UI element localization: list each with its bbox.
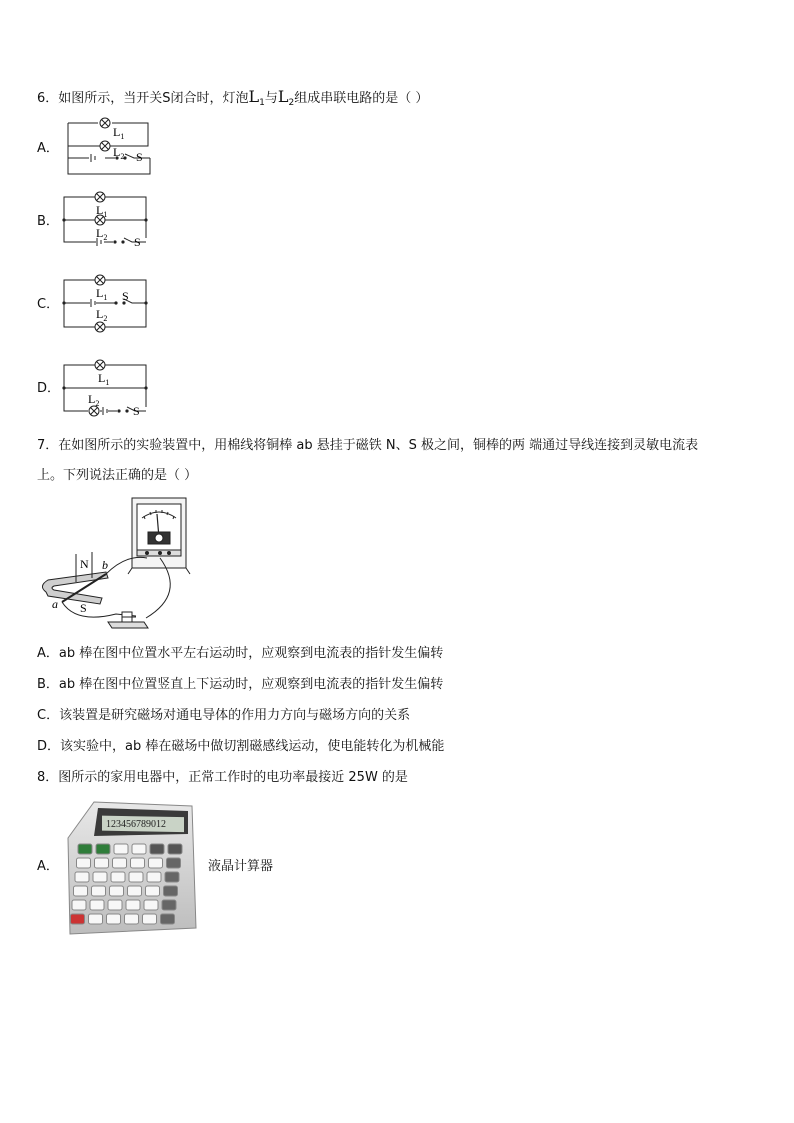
circuit-diagram-c: [60, 272, 160, 336]
calculator-key: [128, 886, 142, 896]
switch-contact: [113, 240, 116, 243]
lamp-icon: [95, 275, 105, 285]
switch-contact: [121, 240, 124, 243]
calculator-icon: [64, 798, 198, 938]
calculator-key: [110, 886, 124, 896]
calculator-key: [165, 872, 179, 882]
calculator-key: [144, 900, 158, 910]
calculator-key: [126, 900, 140, 910]
switch-contact: [125, 409, 128, 412]
q7-option-d: D．该实验中，ab 棒在磁场中做切割磁感线运动，使电能转化为机械能: [37, 739, 445, 754]
magnet-s-label: S: [80, 601, 87, 615]
circuit-diagram-d: [60, 356, 160, 420]
calculator-key: [74, 886, 88, 896]
lamp-l1-label: $L_1$: [96, 286, 108, 302]
switch-contact: [114, 301, 117, 304]
q6-l2-letter: L: [277, 87, 289, 106]
calculator-key: [149, 858, 163, 868]
calculator-key: [93, 872, 107, 882]
question-8-stem: 8．图所示的家用电器中，正常工作时的电功率最接近 25W 的是: [37, 770, 408, 785]
calculator-key: [129, 872, 143, 882]
calculator-key: [114, 844, 128, 854]
lamp-l2-label: $L_2$: [88, 392, 100, 408]
calculator-key: [150, 844, 164, 854]
calculator-key: [77, 858, 91, 868]
q6-option-b-label: B．: [37, 214, 59, 229]
calculator-key: [90, 900, 104, 910]
q6-mid: 与: [264, 91, 278, 106]
lamp-icon: [95, 360, 105, 370]
q8-option-a-caption: 液晶计算器: [208, 859, 274, 874]
calculator-key: [125, 914, 139, 924]
lamp-icon: [95, 322, 105, 332]
question-7-line1: 7．在如图所示的实验装置中，用棉线将铜棒 ab 悬挂于磁铁 N、S 极之间，铜棒的两 端通过导线连接到灵敏电流表: [37, 438, 699, 453]
calculator-key: [167, 858, 181, 868]
calculator-key: [89, 914, 103, 924]
q6-suffix: 组成串联电路的是（ ）: [294, 91, 429, 106]
switch-s-label: S: [134, 235, 141, 249]
q6-l2-sub: 2: [288, 98, 295, 108]
calculator-key: [78, 844, 92, 854]
calculator-key: [164, 886, 178, 896]
q8-option-a-label: A．: [37, 859, 59, 874]
calculator-key: [132, 844, 146, 854]
calculator-key: [162, 900, 176, 910]
calculator-key: [75, 872, 89, 882]
q7-option-c: C．该装置是研究磁场对通电导体的作用力方向与磁场方向的关系: [37, 708, 411, 723]
q7-option-b: B．ab 棒在图中位置竖直上下运动时，应观察到电流表的指针发生偏转: [37, 677, 444, 692]
calculator-key: [107, 914, 121, 924]
question-6-stem: [37, 88, 428, 112]
galvanometer-icon: [128, 498, 190, 574]
lamp-l1-label: $L_1$: [113, 125, 125, 141]
lamp-l2-label: $L_2$: [113, 145, 125, 161]
calculator-key: [146, 886, 160, 896]
lamp-icon: [100, 118, 110, 128]
lamp-l1-label: $L_1$: [96, 203, 108, 219]
calculator-key: [113, 858, 127, 868]
switch-s-label: S: [136, 150, 143, 164]
lamp-l1-label: $L_1$: [98, 371, 110, 387]
calculator-key: [111, 872, 125, 882]
calculator-key: [92, 886, 106, 896]
calculator-key: [95, 858, 109, 868]
electromagnetic-induction-apparatus: [36, 494, 196, 634]
q6-l1-letter: L: [248, 87, 260, 106]
q6-option-c-label: C．: [37, 297, 60, 312]
q7-option-a: A．ab 棒在图中位置水平左右运动时，应观察到电流表的指针发生偏转: [37, 646, 444, 661]
lamp-icon: [100, 141, 110, 151]
circuit-diagram-b: [60, 188, 160, 250]
q6-option-a-label: A．: [37, 141, 59, 156]
calculator-display: 123456789012: [106, 819, 166, 830]
calculator-key: [108, 900, 122, 910]
calculator-key: [72, 900, 86, 910]
calculator-key: [161, 914, 175, 924]
lamp-l2-label: $L_2$: [96, 226, 108, 242]
q6-l1-sub: 1: [259, 98, 265, 108]
rod-end-a-label: a: [52, 597, 58, 611]
q6-option-d-label: D．: [37, 381, 61, 396]
circuit-diagram-a: [60, 114, 160, 178]
calculator-key: [147, 872, 161, 882]
calculator-key: [131, 858, 145, 868]
question-7-line2: 上。下列说法正确的是（ ）: [37, 468, 198, 483]
magnet-n-label: N: [80, 557, 89, 571]
lamp-l2-label: $L_2$: [96, 307, 108, 323]
switch-contact: [117, 409, 120, 412]
calculator-key: [71, 914, 85, 924]
calculator-key: [96, 844, 110, 854]
switch-s-label: S: [122, 289, 129, 303]
q6-prefix: 6．如图所示，当开关S闭合时，灯泡: [37, 91, 249, 106]
calculator-key: [168, 844, 182, 854]
rod-end-b-label: b: [102, 558, 108, 572]
lamp-icon: [95, 192, 105, 202]
calculator-key: [143, 914, 157, 924]
switch-s-label: S: [133, 404, 140, 418]
